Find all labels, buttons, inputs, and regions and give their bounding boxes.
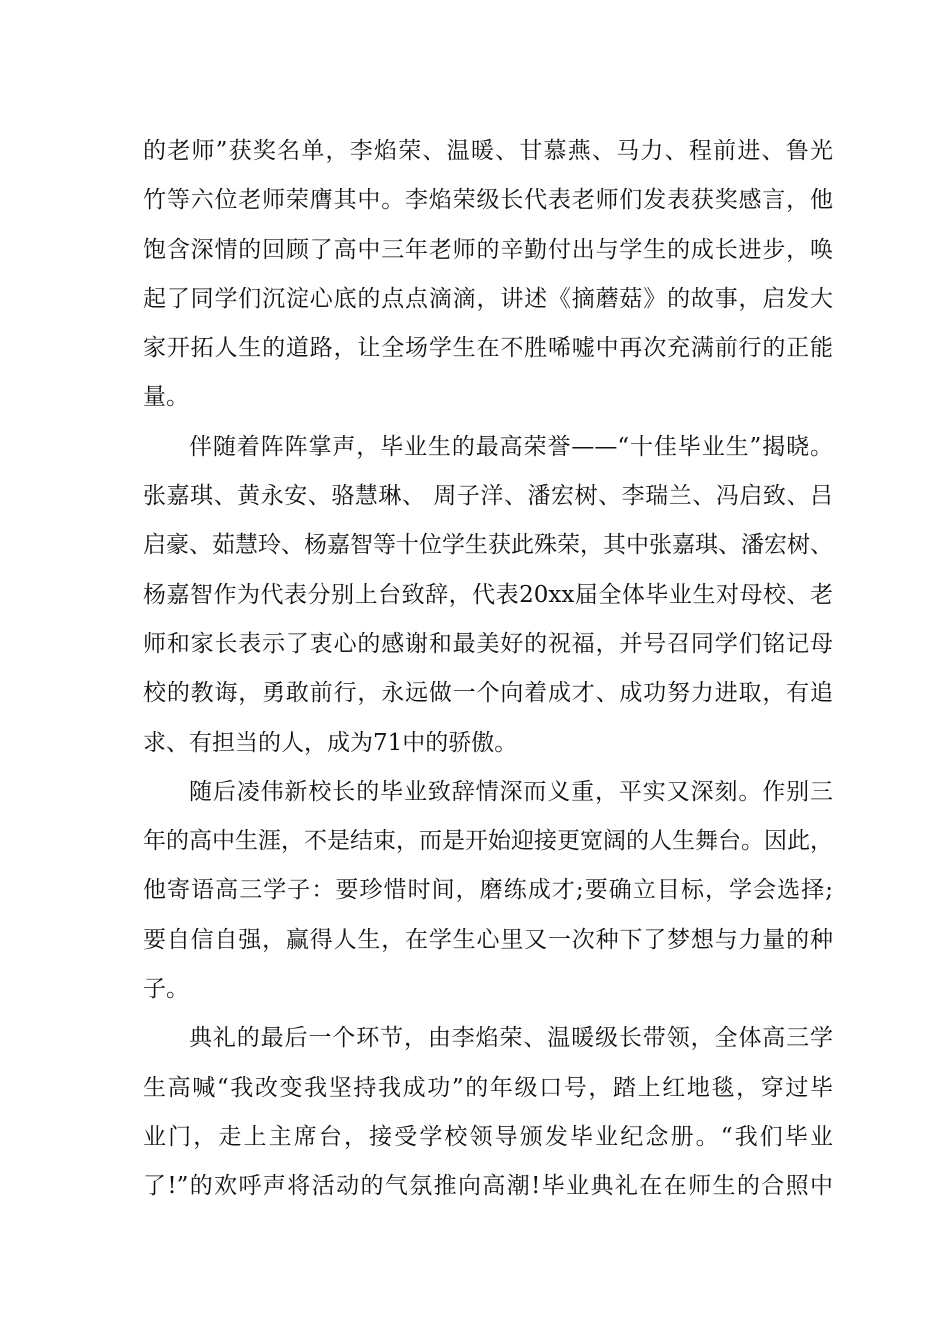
text-line: 了!”的欢呼声将活动的气氛推向高潮!毕业典礼在在师生的合照中 <box>143 1173 833 1200</box>
document-body <box>143 127 833 1212</box>
paragraph-top-graduates <box>143 423 833 768</box>
text-line: 张嘉琪、黄永安、骆慧琳、 周子洋、潘宏树、李瑞兰、冯启致、吕 <box>143 483 833 510</box>
text-line: 家开拓人生的道路，让全场学生在不胜唏嘘中再次充满前行的正能 <box>143 335 833 362</box>
text-line: 的老师”获奖名单，李焰荣、温暖、甘慕燕、马力、程前进、鲁光 <box>143 138 833 164</box>
text-line: 随后凌伟新校长的毕业致辞情深而义重，平实又深刻。作别三 <box>189 778 833 805</box>
text-line: 求、有担当的人，成为71中的骄傲。 <box>143 729 518 756</box>
text-line: 年的高中生涯，不是结束，而是开始迎接更宽阔的人生舞台。因此， <box>143 828 833 855</box>
paragraph-ceremony-finale <box>143 1014 833 1211</box>
text-line: 量。 <box>143 384 189 411</box>
paragraph-awards-teachers <box>143 127 833 423</box>
text-line: 启豪、茹慧玲、杨嘉智等十位学生获此殊荣，其中张嘉琪、潘宏树、 <box>143 532 833 559</box>
text-line: 要自信自强，赢得人生，在学生心里又一次种下了梦想与力量的种 <box>143 926 833 953</box>
text-line: 子。 <box>143 976 189 1003</box>
text-line: 杨嘉智作为代表分别上台致辞，代表20xx届全体毕业生对母校、老 <box>143 581 833 608</box>
paragraph-principal-speech <box>143 768 833 1014</box>
text-line: 业门，走上主席台，接受学校领导颁发毕业纪念册。“我们毕业 <box>143 1123 833 1150</box>
text-line: 典礼的最后一个环节，由李焰荣、温暖级长带领，全体高三学 <box>189 1025 833 1052</box>
text-line: 他寄语高三学子：要珍惜时间，磨练成才;要确立目标，学会选择; <box>143 877 833 904</box>
text-line: 生高喊“我改变我坚持我成功”的年级口号，踏上红地毯，穿过毕 <box>143 1074 833 1101</box>
text-line: 师和家长表示了衷心的感谢和最美好的祝福，并号召同学们铭记母 <box>143 630 833 657</box>
text-line: 起了同学们沉淀心底的点点滴滴，讲述《摘蘑菇》的故事，启发大 <box>143 285 833 312</box>
text-line: 伴随着阵阵掌声，毕业生的最高荣誉——“十佳毕业生”揭晓。 <box>189 433 833 460</box>
text-line: 竹等六位老师荣膺其中。李焰荣级长代表老师们发表获奖感言，他 <box>143 187 833 214</box>
text-line: 校的教诲，勇敢前行，永远做一个向着成才、成功努力进取，有追 <box>143 680 833 707</box>
text-line: 饱含深情的回顾了高中三年老师的辛勤付出与学生的成长进步，唤 <box>143 236 833 263</box>
